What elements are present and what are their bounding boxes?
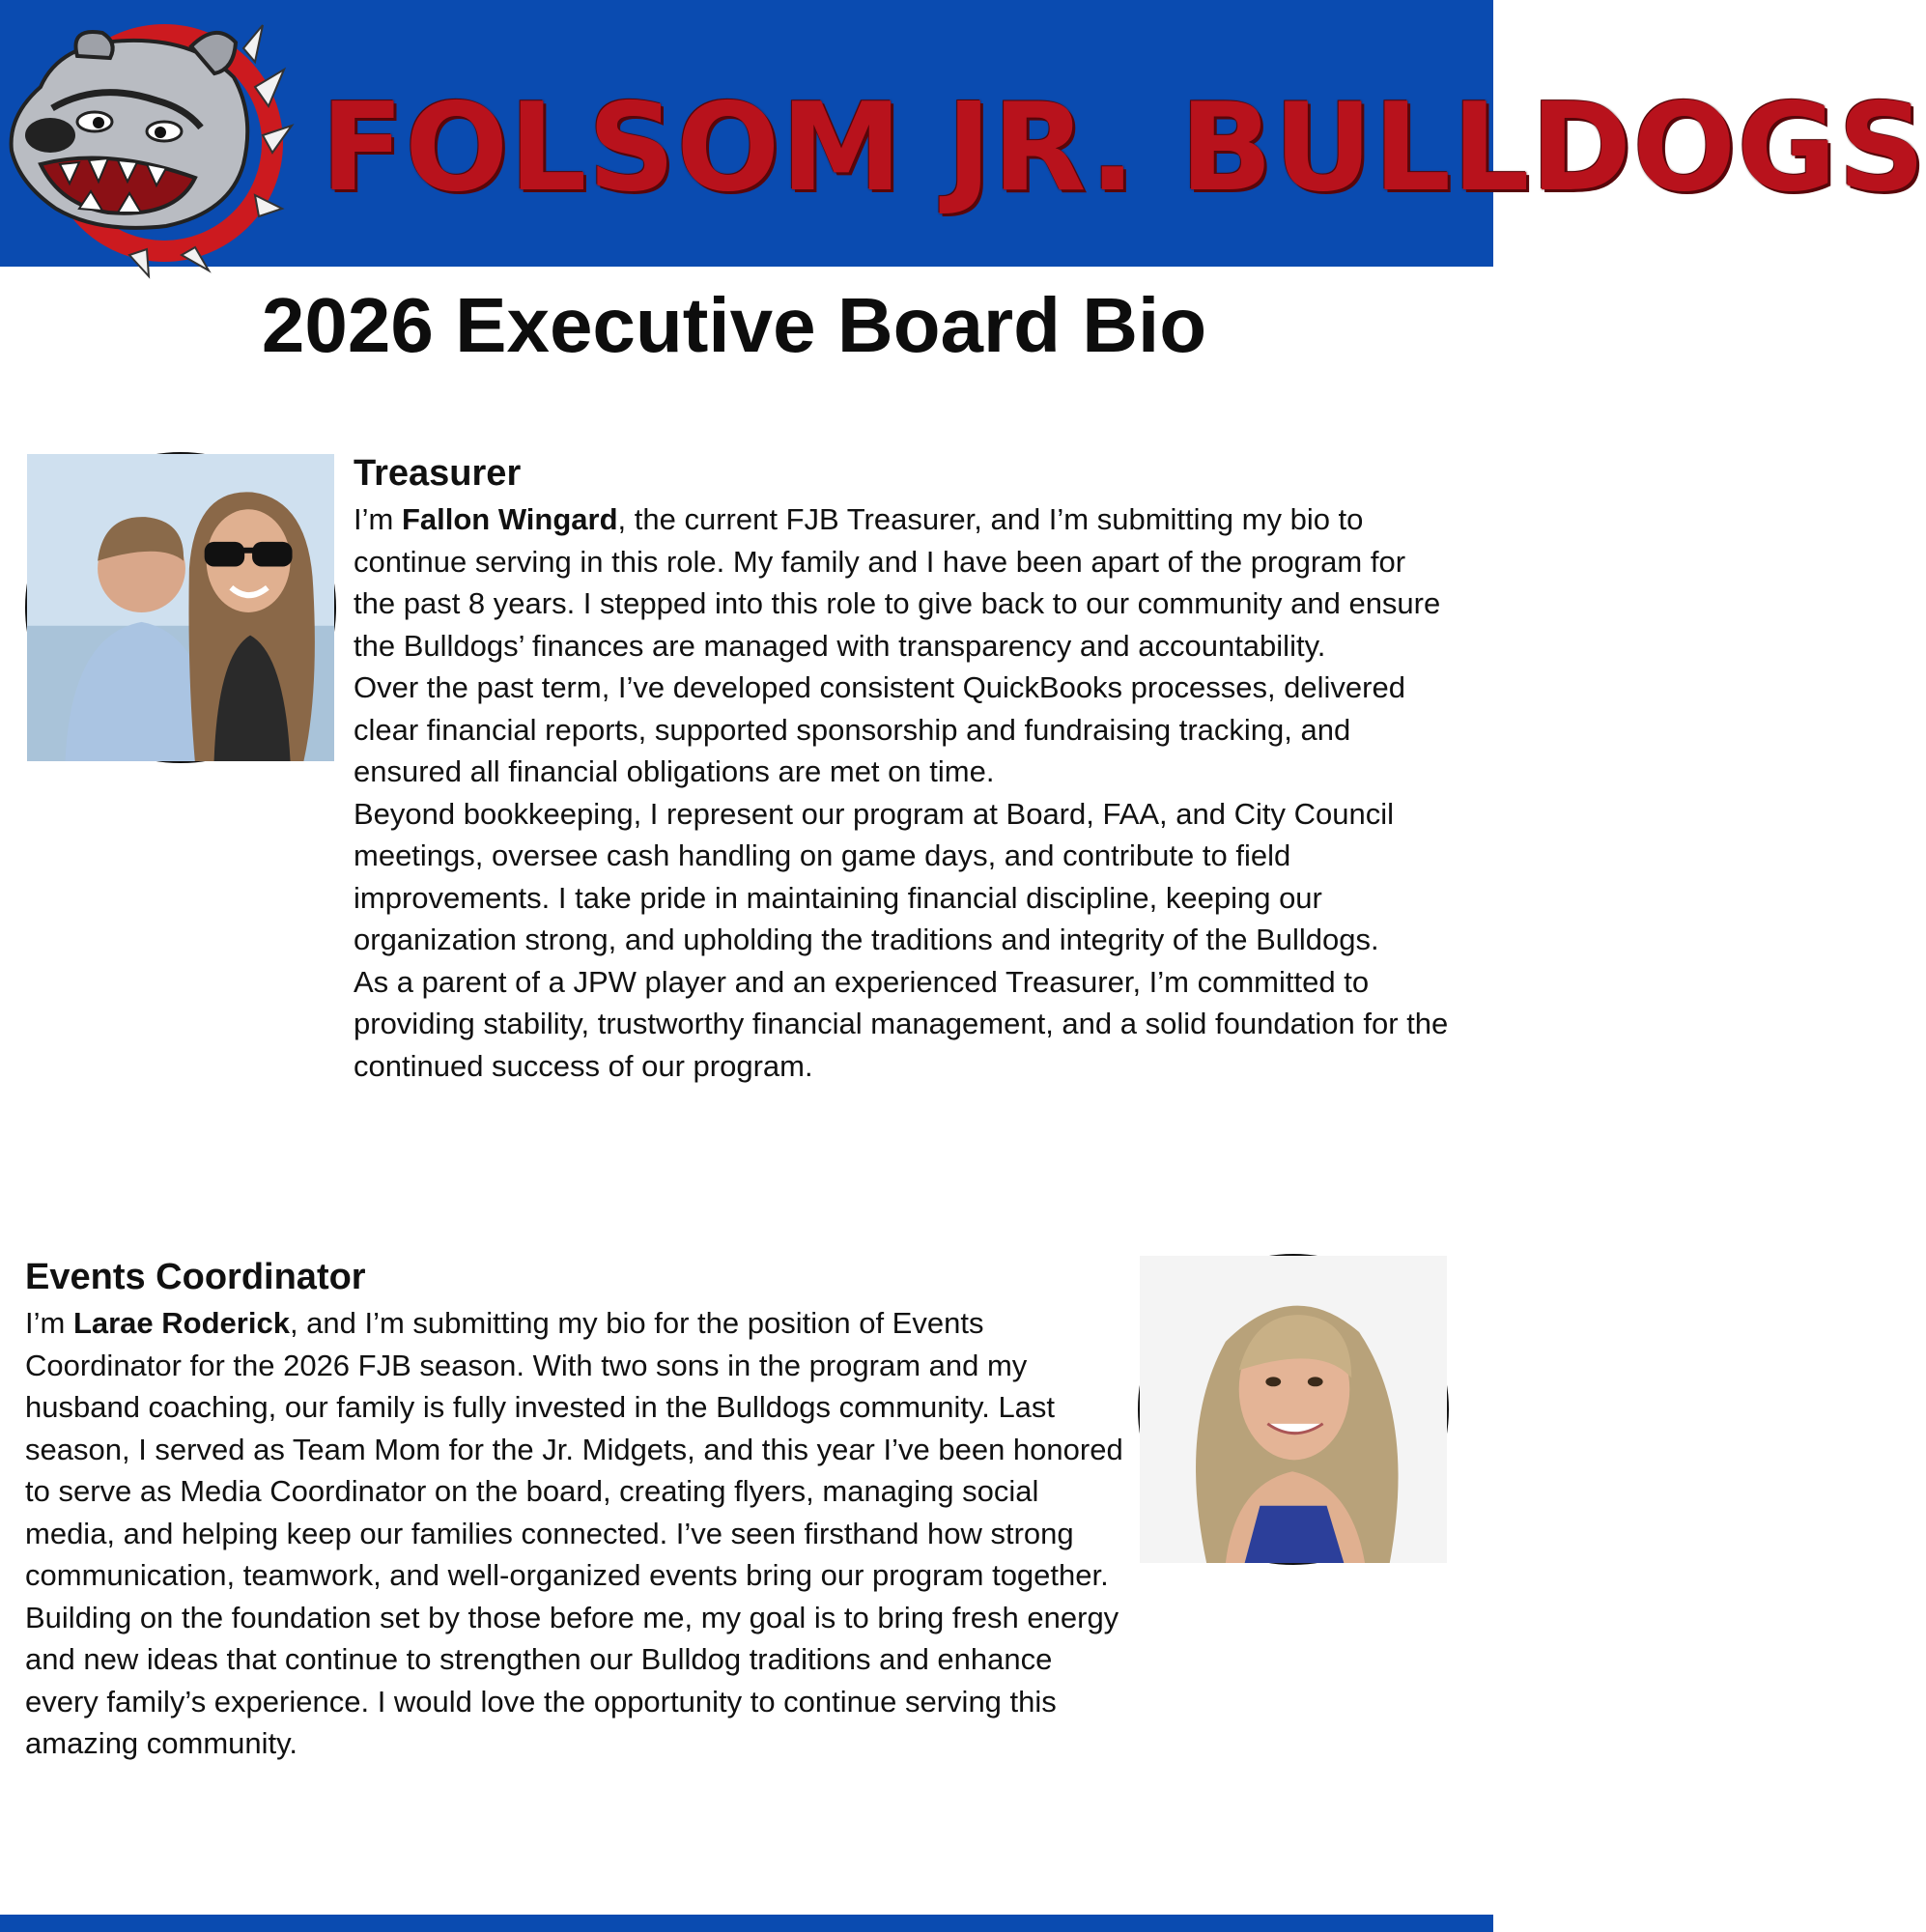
- bio-intro-paragraph: [25, 1302, 1126, 1597]
- bio-intro-paragraph: [354, 498, 1455, 667]
- bio-paragraph: Over the past term, I’ve developed consistent QuickBooks processes, delivered clear financial reports, supported sponsorship and fundraising tracking, and ensured all financial obligations are met on time.: [354, 670, 1405, 788]
- member-name: Fallon Wingard: [401, 502, 618, 536]
- footer-bar: [0, 1915, 1493, 1932]
- bulldog-mascot-icon: [2, 19, 292, 261]
- intro-prefix: I’m: [354, 502, 402, 536]
- role-heading-treasurer: Treasurer: [354, 453, 522, 494]
- page-title: 2026 Executive Board Bio: [261, 282, 1207, 368]
- role-heading-events-coordinator: Events Coordinator: [25, 1257, 366, 1297]
- events-coordinator-bio: [25, 1254, 1126, 1765]
- treasurer-bio: [354, 450, 1455, 1087]
- member-name: Larae Roderick: [72, 1306, 290, 1340]
- intro-prefix: I’m: [25, 1306, 73, 1340]
- intro-text: , the current FJB Treasurer, and I’m submitting my bio to continue serving in this role. My family and I have been apart of the program for the past 8 years. I stepped into this role to give back to our community and ensure the Bulldogs’ finances are managed with transparency and accountability.: [354, 502, 1441, 663]
- header-banner: [0, 0, 1926, 267]
- bio-paragraph: As a parent of a JPW player and an experienced Treasurer, I’m committed to providing stability, trustworthy financial management, and a solid foundation for the continued success of our program.: [354, 964, 1449, 1083]
- bio-paragraph: Building on the foundation set by those before me, my goal is to bring fresh energy and new ideas that continue to strengthen our Bulldog traditions and enhance every family’s experience. I would love the opportunity to continue serving this amazing community.: [25, 1600, 1119, 1760]
- bio-paragraph: Beyond bookkeeping, I represent our program at Board, FAA, and City Council meetings, oversee cash handling on game days, and contribute to field improvements. I take pride in maintaining financial discipline, keeping our organization strong, and upholding the traditions and integrity of the Bulldogs.: [354, 796, 1394, 956]
- brand-title: FOLSOM JR. BULLDOGS: [321, 76, 1926, 218]
- intro-text: , and I’m submitting my bio for the position of Events Coordinator for the 2026 FJB season. With two sons in the program and my husband coaching, our family is fully invested in the Bulldogs community. Last season, I served as Team Mom for the Jr. Midgets, and this year I’ve been honored to serve as Media Coordinator on the board, creating flyers, managing social media, and helping keep our families connected. I’ve seen firsthand how strong communication, teamwork, and well-organized events bring our program together.: [25, 1306, 1123, 1592]
- treasurer-portrait-photo: [25, 452, 336, 763]
- events-coordinator-portrait-photo: [1138, 1254, 1449, 1565]
